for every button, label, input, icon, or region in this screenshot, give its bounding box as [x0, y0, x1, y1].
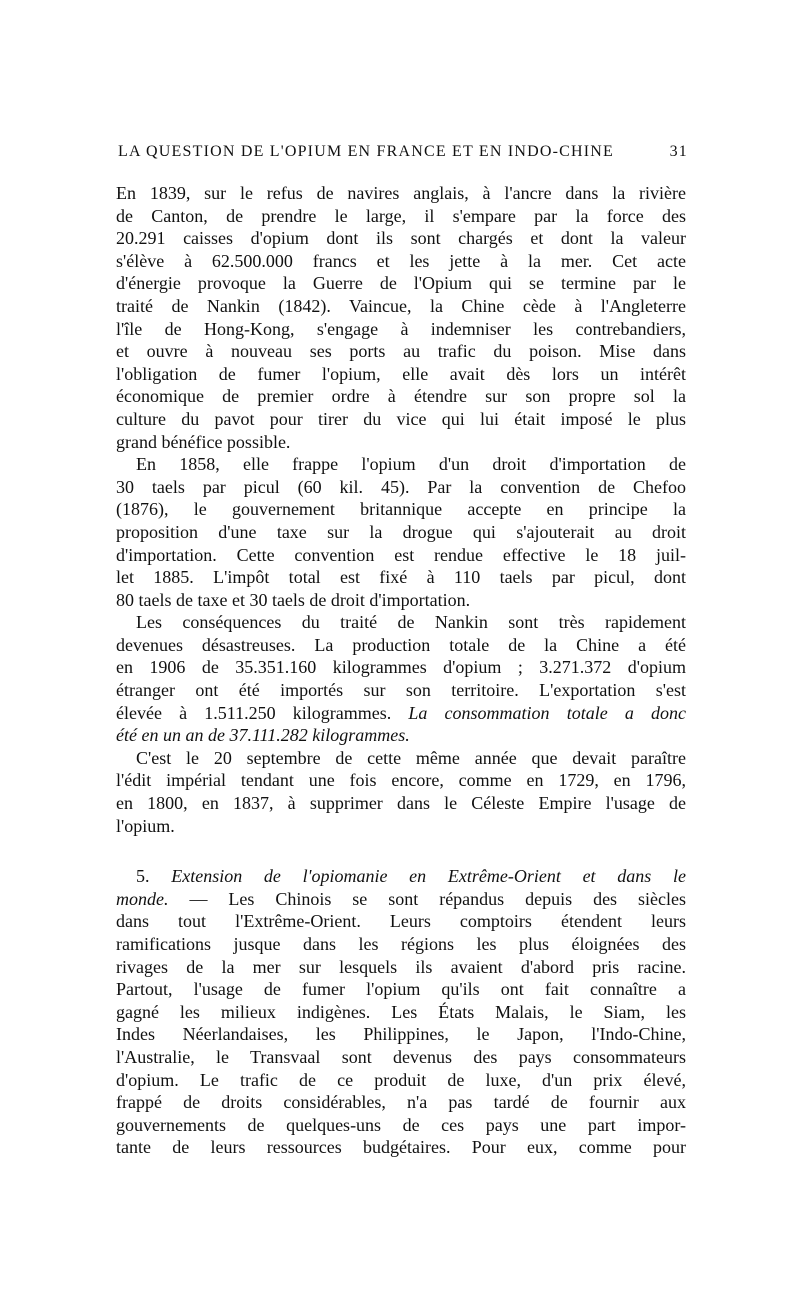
- text-line: Partout, l'usage de fumer l'opium qu'ils ont fait connaître a: [116, 979, 686, 1000]
- text-line: de Canton, de prendre le large, il s'empare par la force des: [116, 205, 686, 226]
- text-line: étranger ont été importés sur son territoire. L'exportation s'est: [116, 680, 686, 701]
- page-header: [118, 143, 688, 169]
- text-line: devenues désastreuses. La production totale de la Chine a été: [116, 634, 686, 655]
- text-line: l'obligation de fumer l'opium, elle avait dès lors un intérêt: [116, 363, 686, 384]
- text-line: s'élève à 62.500.000 francs et les jette à la mer. Cet acte: [116, 250, 686, 271]
- text-line: gagné les milieux indigènes. Les États Malais, le Siam, les: [116, 1001, 686, 1022]
- text-line: En 1839, sur le refus de navires anglais, à l'ancre dans la rivière: [116, 183, 686, 203]
- line-text: — Les Chinois se sont répandus depuis des siècles: [168, 888, 686, 909]
- paragraph: [116, 453, 686, 611]
- line-italic-text: été en un an de 37.111.282 kilogrammes.: [116, 725, 410, 746]
- page-number: 31: [669, 143, 688, 160]
- line-italic-text: La consommation totale a donc: [408, 702, 686, 723]
- text-line: gouvernements de quelques-uns de ces pays une part impor-: [116, 1114, 686, 1135]
- text-line: En 1858, elle frappe l'opium d'un droit d'importation de: [136, 454, 686, 475]
- text-line: 20.291 caisses d'opium dont ils sont chargés et dont la valeur: [116, 228, 686, 249]
- text-line: traité de Nankin (1842). Vaincue, la Chine cède à l'Angleterre: [116, 295, 686, 316]
- text-line: d'opium. Le trafic de ce produit de luxe, d'un prix élevé,: [116, 1069, 686, 1090]
- text-line: 80 taels de taxe et 30 taels de droit d'importation.: [116, 589, 471, 610]
- text-line: grand bénéfice possible.: [116, 431, 291, 452]
- text-line: en 1906 de 35.351.160 kilogrammes d'opium ; 3.271.372 d'opium: [116, 657, 686, 678]
- text-line: économique de premier ordre à étendre sur son propre sol la: [116, 386, 686, 407]
- paragraph: [116, 611, 686, 747]
- text-line: tante de leurs ressources budgétaires. Pour eux, comme pour: [116, 1137, 686, 1158]
- text-line: dans tout l'Extrême-Orient. Leurs comptoirs étendent leurs: [116, 911, 686, 932]
- text-line: l'édit impérial tendant une fois encore, comme en 1729, en 1796,: [116, 770, 686, 791]
- paragraph: [116, 865, 686, 1159]
- paragraph: [116, 182, 686, 453]
- text-line: frappé de droits considérables, n'a pas tardé de fournir aux: [116, 1092, 686, 1113]
- text-line: culture du pavot pour tirer du vice qui lui était imposé le plus: [116, 408, 686, 429]
- section-heading-line: [116, 865, 686, 888]
- text-line: let 1885. L'impôt total est fixé à 110 taels par picul, dont: [116, 567, 686, 588]
- text-line: [116, 724, 686, 747]
- body-text: [116, 182, 686, 1159]
- text-line: en 1800, en 1837, à supprimer dans le Céleste Empire l'usage de: [116, 793, 686, 814]
- text-line: proposition d'une taxe sur la drogue qui s'ajouterait au droit: [116, 521, 686, 542]
- text-line: l'île de Hong-Kong, s'engage à indemniser les contrebandiers,: [116, 318, 686, 339]
- text-line: (1876), le gouvernement britannique accepte en principe la: [116, 499, 686, 520]
- text-line: [116, 702, 686, 725]
- section-number: 5.: [136, 866, 150, 887]
- text-line: Indes Néerlandaises, les Philippines, le Japon, l'Indo-Chine,: [116, 1024, 686, 1045]
- line-text: élevée à 1.511.250 kilogrammes.: [116, 702, 392, 723]
- running-title: LA QUESTION DE L'OPIUM EN FRANCE ET EN INDO-CHINE: [118, 143, 615, 160]
- text-line: Les conséquences du traité de Nankin sont très rapidement: [136, 612, 686, 633]
- text-line: [116, 888, 686, 911]
- text-line: et ouvre à nouveau ses ports au trafic du poison. Mise dans: [116, 341, 686, 362]
- paragraph: [116, 747, 686, 837]
- text-line: C'est le 20 septembre de cette même année que devait paraître: [136, 747, 686, 768]
- text-line: l'Australie, le Transvaal sont devenus des pays consommateurs: [116, 1046, 686, 1067]
- text-line: l'opium.: [116, 815, 175, 836]
- text-line: ramifications jusque dans les régions les plus éloignées des: [116, 934, 686, 954]
- text-line: 30 taels par picul (60 kil. 45). Par la convention de Chefoo: [116, 476, 686, 497]
- text-line: rivages de la mer sur lesquels ils avaient d'abord pris racine.: [116, 956, 686, 977]
- section-heading: monde.: [116, 888, 169, 909]
- section-heading: Extension de l'opiomanie en Extrême-Orient et dans le: [171, 866, 686, 887]
- text-line: d'énergie provoque la Guerre de l'Opium qui se termine par le: [116, 273, 686, 294]
- text-line: d'importation. Cette convention est rendue effective le 18 juil-: [116, 544, 686, 565]
- section-gap: [116, 837, 686, 865]
